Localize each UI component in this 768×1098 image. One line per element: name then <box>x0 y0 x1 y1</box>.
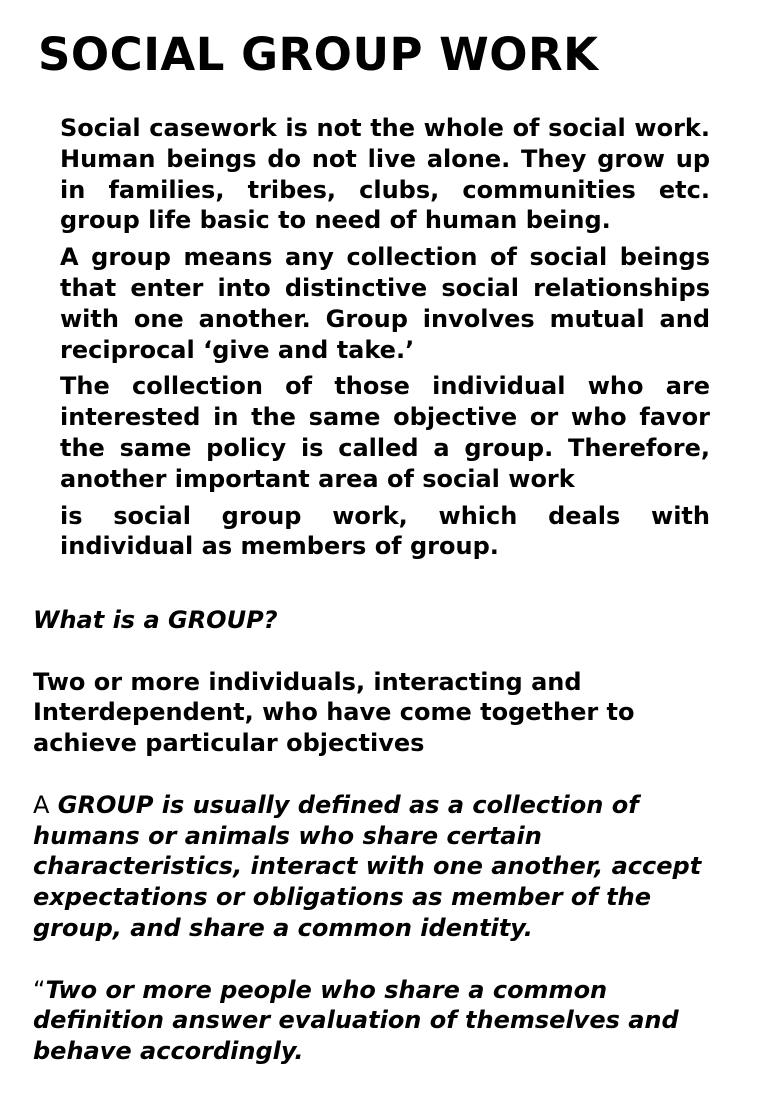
group-definition-1: Two or more individuals, interacting and Interdependent, who have come together to achieve particular objectives <box>33 667 635 758</box>
quote-open-mark: “ <box>33 975 46 1004</box>
paragraph-group-work: is social group work, which deals with individual as members of group. <box>60 501 710 561</box>
slide-bottom-body <box>33 605 733 1098</box>
quote-body: Two or more people who share a common definition answer evaluation of themselves and behave accordingly. <box>33 975 679 1066</box>
slide-what-is-group <box>0 586 768 1066</box>
group-definition-2 <box>33 790 733 944</box>
slide-title: SOCIAL GROUP WORK <box>38 28 599 81</box>
slide-body <box>60 113 710 568</box>
paragraph-collection: The collection of those individual who are interested in the same objective or who favor the same policy is called a group. Therefore, another important area of social work <box>60 372 710 493</box>
paragraph-group-meaning: A group means any collection of social beings that enter into distinctive social relationships with one another. Group involves mutual and reciprocal ‘give and take.’ <box>60 243 710 364</box>
group-quote <box>33 975 733 1067</box>
group-heading: What is a GROUP? <box>33 606 278 634</box>
definition-2-body: GROUP is usually defined as a collection of humans or animals who share certain characteristics, interact with one another, accept expectations or obligations as member of the group, and share a common identity. <box>33 790 702 942</box>
paragraph-casework: Social casework is not the whole of social work. Human beings do not live alone. They grow up in families, tribes, clubs, communities etc. group life basic to need of human being. <box>60 114 710 235</box>
definition-2-prefix: A <box>33 790 50 819</box>
